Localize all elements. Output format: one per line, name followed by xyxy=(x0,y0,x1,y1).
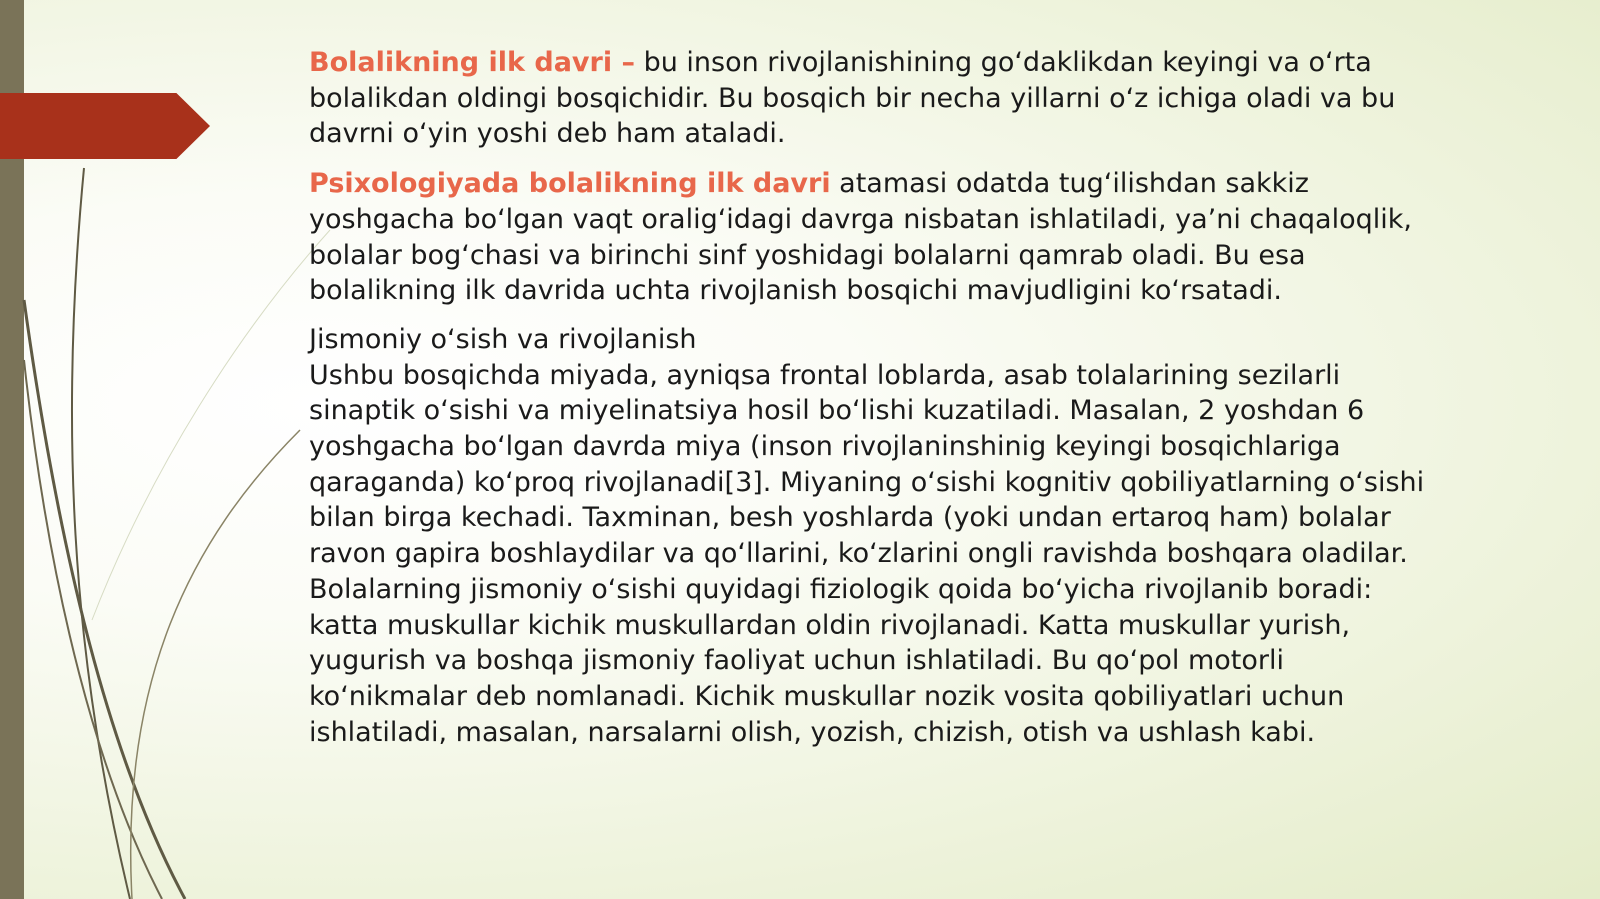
slide-content xyxy=(309,45,1439,750)
paragraph-text: atamasi odatda tug‘ilishdan sakkiz yoshgacha bo‘lgan vaqt oralig‘idagi davrga nisbatan ishlatiladi, ya’ni chaqaloqlik, bolalar bog‘chasi va birinchi sinf yoshidagi bolalarni qamrab oladi. Bu esa bolalikning ilk davrida uchta rivojlanish bosqichi mavjudligini ko‘rsatadi. xyxy=(309,168,1412,307)
section-heading: Jismoniy o‘sish va rivojlanish xyxy=(309,323,697,355)
highlight-term: Psixologiyada bolalikning ilk davri xyxy=(309,168,831,200)
paragraph-physical-growth: Bolalarning jismoniy o‘sishi quyidagi fiziologik qoida bo‘yicha rivojlanib boradi: katta muskullar kichik muskullardan oldin rivojlanadi. Katta muskullar yurish, yugurish va boshqa jismoniy faoliyat uchun ishlatiladi. Bu qo‘pol motorli ko‘nikmalar deb nomlanadi. Kichik muskullar nozik vosita qobiliyatlari uchun ishlatiladi, masalan, narsalarni olish, yozish, chizish, otish va ushlash kabi. xyxy=(309,573,1373,748)
accent-arrow-shape xyxy=(0,93,210,159)
paragraph-definition xyxy=(309,45,1439,152)
paragraph-brain-development: Ushbu bosqichda miyada, ayniqsa frontal loblarda, asab tolalarining sezilarli sinaptik o‘sishi va miyelinatsiya hosil bo‘lishi kuzatiladi. Masalan, 2 yoshdan 6 yoshgacha bo‘lgan davrda miya (inson rivojlaninshinig keyingi bosqichlariga qaraganda) ko‘proq rivojlanadi[3]. Miyaning o‘sishi kognitiv qobiliyatlarning o‘sishi bilan birga kechadi. Taxminan, besh yoshlarda (yoki undan ertaroq ham) bolalar ravon gapira boshlaydilar va qo‘llarini, ko‘zlarini ongli ravishda boshqara oladilar. xyxy=(309,359,1425,570)
paragraph-psychology xyxy=(309,166,1439,309)
paragraph-text: bu inson rivojlanishining go‘daklikdan keyingi va o‘rta bolalikdan oldingi bosqichidir. Bu bosqich bir necha yillarni o‘z ichiga oladi va bu davrni o‘yin yoshi deb ham ataladi. xyxy=(309,47,1396,150)
highlight-term: Bolalikning ilk davri – xyxy=(309,47,635,78)
